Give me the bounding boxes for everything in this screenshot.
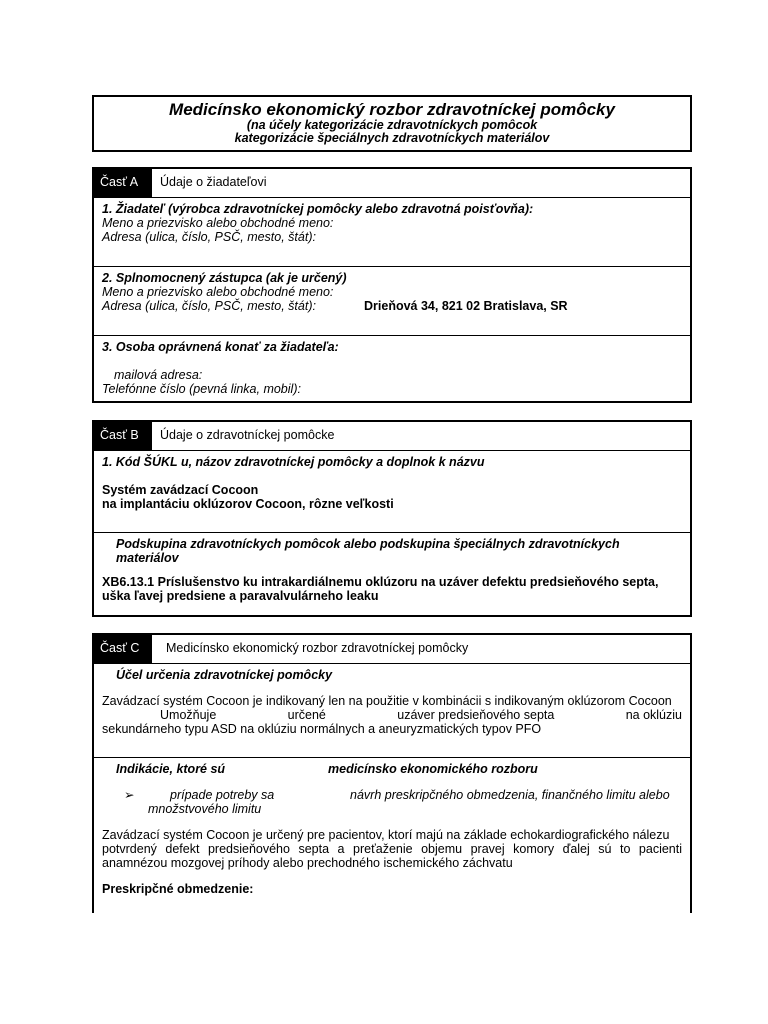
phone-label: Telefónne číslo (pevná linka, mobil): — [102, 382, 301, 396]
section-part-a — [92, 167, 692, 403]
device-name-line-2: na implantáciu oklúzorov Cocoon, rôzne veľkosti — [102, 497, 394, 511]
applicant-address-label: Adresa (ulica, číslo, PSČ, mesto, štát): — [102, 230, 316, 244]
purpose-line-1: Zavádzací systém Cocoon je indikovaný len na použitie v kombinácii s indikovaným oklúzorom Cocoon — [102, 694, 672, 708]
document-title: Medicínsko ekonomický rozbor zdravotníckej pomôcky — [169, 100, 615, 119]
purpose-line-3: sekundárneho typu ASD na oklúziu normálnych a aneuryzmatických typov PFO — [102, 722, 542, 736]
purpose-word-umoznuje: Umožňuje — [160, 708, 217, 722]
section-b-label: Časť B — [94, 422, 152, 450]
subgroup-code: XB6.13.1 — [102, 575, 155, 589]
indications-right-text: návrh preskripčného obmedzenia, finančného limitu alebo — [350, 788, 670, 802]
purpose-block — [94, 664, 690, 758]
document-header — [92, 95, 692, 152]
indications-heading-left: Indikácie, ktoré sú — [116, 762, 226, 776]
representative-block — [94, 267, 690, 336]
section-part-c — [92, 633, 692, 913]
device-name-line-1: Systém zavádzací Cocoon — [102, 483, 259, 497]
indications-heading-right: medicínsko ekonomického rozboru — [328, 762, 538, 776]
representative-address-label: Adresa (ulica, číslo, PSČ, mesto, štát): — [102, 299, 316, 313]
section-a-header — [94, 169, 690, 198]
device-code-heading: 1. Kód ŠÚKL u, názov zdravotníckej pomôcky a doplnok k názvu — [102, 455, 485, 469]
document-subtitle-2: kategorizácie špeciálnych zdravotníckych materiálov — [234, 131, 550, 145]
purpose-word-okluziu: na oklúziu — [625, 708, 682, 722]
purpose-heading: Účel určenia zdravotníckej pomôcky — [116, 668, 333, 682]
section-c-label: Časť C — [94, 635, 152, 663]
authorized-person-block — [94, 336, 690, 402]
prescription-heading: Preskripčné obmedzenie: — [102, 882, 254, 896]
patients-line-1: Zavádzací systém Cocoon je určený pre pacientov, ktorí majú na základe echokardiografického nálezu — [102, 828, 670, 842]
purpose-word-urcene: určené — [287, 708, 326, 722]
representative-heading: 2. Splnomocnený zástupca (ak je určený) — [102, 271, 347, 285]
subgroup-text: Príslušenstvo ku intrakardiálnemu oklúzoru na uzáver defektu predsieňového septa, uška ľavej predsiene a paravalvulárneho leaku — [102, 575, 659, 603]
applicant-block — [94, 198, 690, 267]
applicant-heading: 1. Žiadateľ (výrobca zdravotníckej pomôcky alebo zdravotná poisťovňa): — [102, 202, 534, 216]
indications-block — [94, 758, 690, 896]
document-subtitle-1: (na účely kategorizácie zdravotníckych pomôcok — [246, 118, 538, 132]
section-c-title: Medicínsko ekonomický rozbor zdravotníckej pomôcky — [166, 641, 469, 655]
section-a-label: Časť A — [94, 169, 152, 197]
indications-left-text-1: prípade potreby sa — [170, 788, 275, 802]
section-b-header — [94, 422, 690, 451]
applicant-name-label: Meno a priezvisko alebo obchodné meno: — [102, 216, 334, 230]
patients-line-2: potvrdený defekt predsieňového septa a preťaženie objemu pravej komory ďalej sú to pacienti — [102, 842, 682, 856]
section-part-b — [92, 420, 692, 617]
section-b-title: Údaje o zdravotníckej pomôcke — [160, 428, 335, 442]
subgroup-block — [94, 533, 690, 616]
authorized-person-heading: 3. Osoba oprávnená konať za žiadateľa: — [102, 340, 339, 354]
representative-name-label: Meno a priezvisko alebo obchodné meno: — [102, 285, 334, 299]
device-name-block — [94, 451, 690, 533]
email-label: mailová adresa: — [114, 368, 203, 382]
subgroup-heading: Podskupina zdravotníckych pomôcok alebo podskupina špeciálnych zdravotníckych materiálov — [116, 537, 620, 565]
patients-line-3: anamnézou mozgovej príhody alebo prechodného ischemického záchvatu — [102, 856, 513, 870]
purpose-word-uzaver: uzáver predsieňového septa — [397, 708, 555, 722]
representative-address-value: Drieňová 34, 821 02 Bratislava, SR — [364, 299, 568, 313]
arrow-bullet-icon: ➢ — [124, 788, 135, 802]
indications-left-text-2: množstvového limitu — [148, 802, 262, 816]
section-a-title: Údaje o žiadateľovi — [160, 175, 267, 189]
section-c-header — [94, 635, 690, 664]
